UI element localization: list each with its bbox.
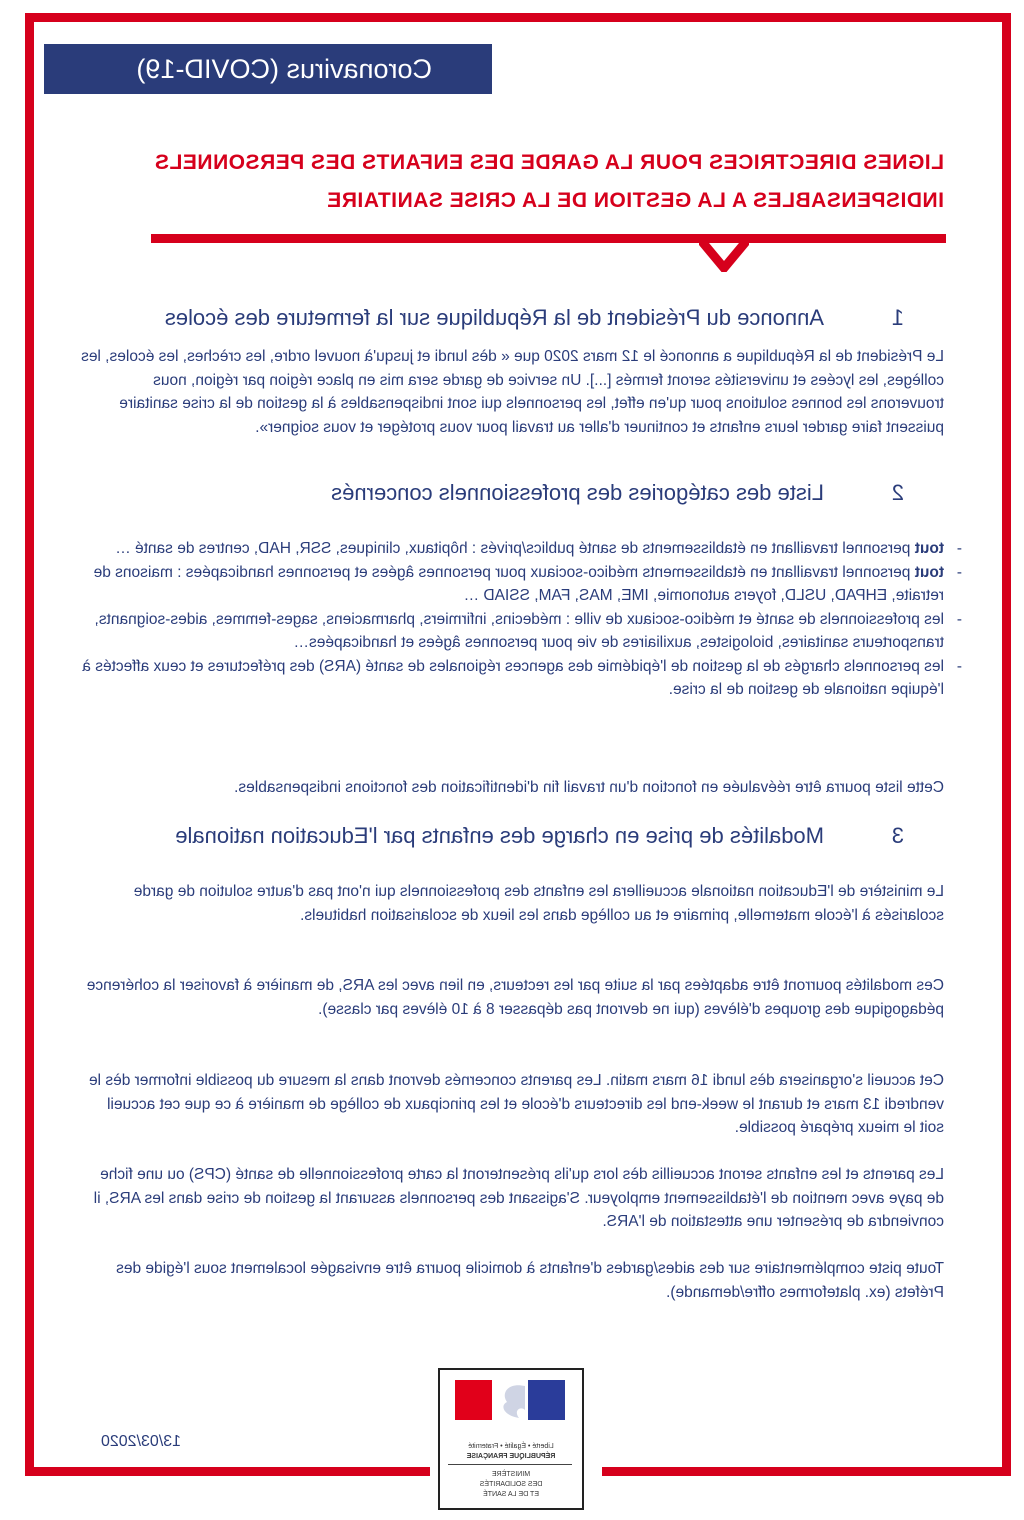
- section-title: Liste des catégories des professionnels concernés: [331, 480, 824, 505]
- document-date: 13/03/2020: [100, 1433, 181, 1450]
- logo-ministry-line-2: DES SOLIDARITÉS: [479, 1481, 543, 1488]
- list-item: [78, 655, 962, 702]
- professionals-list: [78, 537, 962, 702]
- bullet-text: personnel travaillant en établissements médico-sociaux pour personnes âgées et personnes handicapées : maisons de retraite, EHPAD, USLD, foyers autonomie, IME, MAS, FAM, SSIAD …: [93, 563, 944, 604]
- section-1-paragraph: Le Président de la République a annoncé le 12 mars 2020 que « dès lundi et jusqu'à nouvel ordre, les crèches, les écoles, les collèges, les lycées et universités seront fermés [...]. Un service de garde sera mis en place région par région, nous trouverons les bonnes solutions pour qu'en effet, les personnels qui sont indispensables à la gestion de la crise sanitaire puissent faire garder leurs enfants et continuer d'aller au travail pour vous protéger et vous soigner».: [81, 348, 944, 436]
- bullet-text: les professionnels de santé et médico-sociaux de ville : médecins, infirmiers, pharmaciens, sages-femmes, aides-soignants, transporteurs sanitaires, biologistes, auxiliaires de vie pour personnes âgées et handicapées…: [94, 610, 944, 651]
- logo-republic: RÉPUBLIQUE FRANÇAISE: [466, 1453, 556, 1460]
- page-frame-bottom-left: [602, 1467, 1011, 1476]
- bullet-dash: -: [956, 563, 962, 581]
- page-title: [99, 144, 944, 220]
- section-3-paragraph-5: Toute piste complémentaire sur des aides/gardes d'enfants à domicile pourra être envisagée localement sous l'égide des Préfets (ex. plateformes offre/demande).: [116, 1260, 944, 1301]
- section-3-paragraph-4: Les parents et les enfants seront accueillis dès lors qu'ils présenteront la carte professionnelle de santé (CPS) ou une fiche de paye avec mention de l'établissement employeur. S'agissant des personnels assurant la gestion de crise dans les ARS, il conviendra de présenter une attestation de l'ARS.: [93, 1166, 944, 1230]
- ministry-logo: [438, 1368, 584, 1510]
- logo-ministry-line-3: ET DE LA SANTÉ: [483, 1491, 539, 1498]
- bullet-lead: tout: [914, 540, 944, 557]
- list-item: [78, 561, 962, 608]
- section-title: Modalités de prise en charge des enfants par l'Education nationale: [175, 823, 824, 848]
- marianne-flag-icon: [455, 1380, 565, 1436]
- title-line-2: INDISPENSABLES A LA GESTION DE LA CRISE SANITAIRE: [326, 189, 944, 212]
- banner-text: Coronavirus (COVID-19): [136, 54, 432, 84]
- bullet-dash: -: [956, 610, 962, 628]
- bullet-text: personnel travaillant en établissements de santé publics/privés : hôpitaux, cliniques, SSR, HAD, centres de santé …: [115, 540, 915, 557]
- section-title: Annonce du Président de la République sur la fermeture des écoles: [164, 305, 824, 330]
- section-number: 3: [891, 823, 904, 848]
- page-frame: [25, 13, 1011, 1475]
- title-underline: [151, 234, 946, 243]
- section-number: 1: [891, 305, 904, 330]
- title-line-1: LIGNES DIRECTRICES POUR LA GARDE DES ENFANTS DES PERSONNELS: [154, 151, 944, 174]
- title-underline-notch: [699, 232, 749, 272]
- bullet-dash: -: [956, 657, 962, 675]
- logo-divider: [448, 1464, 572, 1465]
- list-item: [78, 608, 962, 655]
- section-number: 2: [891, 480, 904, 505]
- section-3-paragraph-3: Cet accueil s'organisera dès lundi 16 mars matin. Les parents concernés devront dans la mesure du possible informer dès le vendredi 13 mars et durant le week-end les directeurs d'école et les principaux de collège de manière à ce que cet accueil soit le mieux préparé possible.: [88, 1072, 944, 1136]
- section-3-paragraph-1: Le ministère de l'Education nationale accueillera les enfants des professionnels qui n'ont pas d'autre solution de garde scolarisés à l'école maternelle, primaire et au collège dans les lieux de scolarisation habituels.: [133, 883, 944, 924]
- bullet-text: les personnels chargés de la gestion de l'épidémie des agences régionales de santé (ARS) des préfectures et ceux affectés à l'équipe nationale de gestion de la crise.: [82, 657, 944, 698]
- list-item: [78, 537, 962, 561]
- logo-motto: Liberté • Égalité • Fraternité: [468, 1443, 554, 1450]
- section-3-paragraph-2: Ces modalités pourront être adaptées par la suite par les recteurs, en lien avec les ARS, de manière à favoriser la cohérence pédagogique des groupes d'élèves (qui ne devront pas dépasser 8 à 10 élèves par classe).: [86, 977, 944, 1018]
- bullet-dash: -: [956, 540, 962, 557]
- bullet-lead: tout: [914, 563, 944, 581]
- page-frame-bottom-right: [25, 1467, 430, 1476]
- logo-ministry-line-1: MINISTÈRE: [491, 1471, 531, 1478]
- list-note: Cette liste pourra être réévaluée en fonction d'un travail fin d'identification des fonctions indispensables.: [234, 779, 944, 796]
- header-banner: [44, 44, 492, 94]
